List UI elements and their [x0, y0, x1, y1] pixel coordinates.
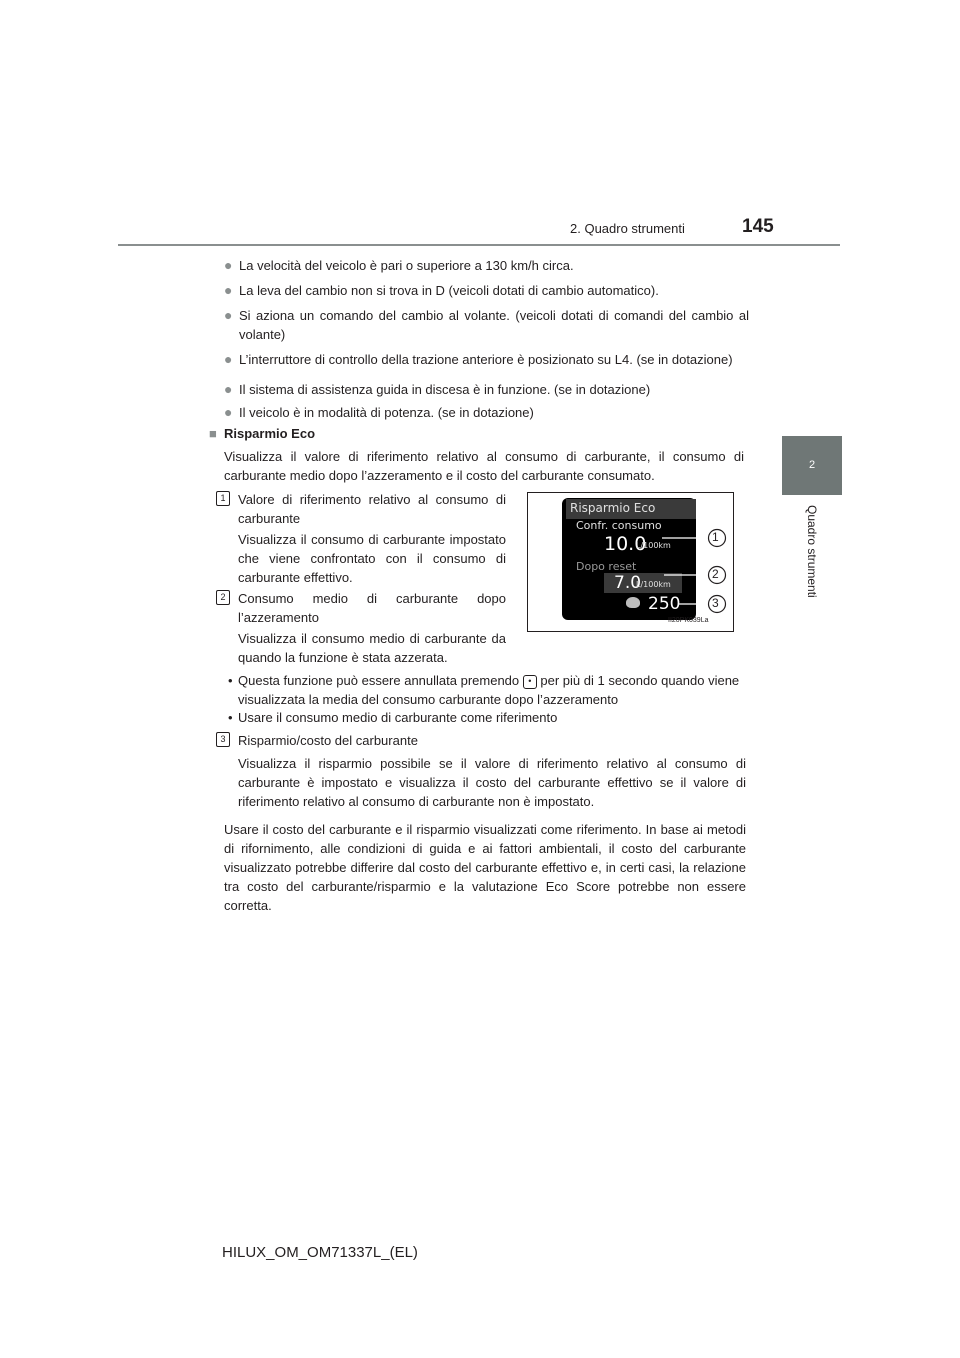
list-item [224, 380, 749, 399]
bullet-icon: ● [224, 404, 233, 420]
bullet-icon: ● [224, 257, 233, 273]
reference-value: 10.0 [604, 533, 647, 555]
bullet-icon: ● [224, 351, 233, 367]
condition-text: L’interruttore di controllo della trazione anteriore è posizionato su L4. (se in dotazione) [239, 352, 733, 367]
chapter-tab-number: 2 [782, 436, 842, 495]
page-number: 145 [742, 216, 774, 237]
header-section-title: 2. Quadro strumenti [570, 221, 685, 236]
item-title: Consumo medio di carburante dopo l’azzeramento [238, 591, 506, 625]
bullet-icon: • [228, 673, 233, 688]
reference-unit: L/100km [636, 541, 671, 550]
condition-text: Il veicolo è in modalità di potenza. (se in dotazione) [239, 405, 534, 420]
bullet-icon: ● [224, 282, 233, 298]
header-divider [118, 244, 840, 246]
chapter-tab-label: Quadro strumenti [805, 505, 819, 598]
callout-label: 3 [712, 596, 719, 610]
callout-number: 2 [216, 590, 230, 605]
reset-unit: L/100km [636, 580, 671, 589]
section-intro: Visualizza il valore di riferimento relativo al consumo di carburante, il consumo di carburante medio dopo l’azzeramento e il costo del carburante consumato. [224, 449, 744, 483]
closing-paragraph: Usare il costo del carburante e il risparmio visualizzati come riferimento. In base ai metodi di rifornimento, alle condizioni di guida e ai fattori ambientali, il costo del carburante visualizzato potrebbe differire dal costo del carburante effettivo e, in certi casi, la relazione tra costo del carburante/risparmio e la valutazione Eco Score potrebbe non essere corretta. [224, 822, 746, 913]
item-description: Visualizza il consumo medio di carburante da quando la funzione è stata azzerata. [238, 631, 506, 665]
cost-value: 250 [648, 594, 681, 614]
condition-text: Si aziona un comando del cambio al volante. (veicoli dotati di comandi del cambio al volante) [239, 308, 749, 342]
callout-number: 3 [216, 732, 230, 747]
bullet-text: per più di 1 secondo quando viene visualizzata la media del consumo carburante dopo l’azzeramento [238, 673, 740, 707]
list-item [238, 671, 746, 709]
list-item [224, 306, 749, 344]
condition-text: La velocità del veicolo è pari o superiore a 130 km/h circa. [239, 258, 574, 273]
list-item [224, 350, 749, 369]
bullet-text: Usare il consumo medio di carburante come riferimento [238, 710, 558, 725]
item-title: Risparmio/costo del carburante [238, 733, 418, 748]
figure-code: II20PK039La [668, 617, 709, 624]
section-title: Risparmio Eco [224, 426, 316, 441]
reset-value: 7.0 [614, 573, 642, 593]
list-item [224, 256, 749, 275]
callout-label: 1 [712, 530, 719, 544]
list-item [224, 403, 749, 422]
item-title: Valore di riferimento relativo al consumo di carburante [238, 492, 506, 526]
eco-display-figure [527, 492, 734, 632]
condition-text: La leva del cambio non si trova in D (veicoli dotati di cambio automatico). [239, 283, 659, 298]
bullet-text: Questa funzione può essere annullata premendo [238, 673, 520, 688]
dot-button-icon: • [523, 675, 537, 689]
callout-lines [528, 493, 733, 631]
document-footer: HILUX_OM_OM71337L_(EL) [222, 1244, 418, 1261]
bullet-icon: • [228, 710, 233, 725]
callout-label: 2 [712, 567, 719, 581]
display-title: Risparmio Eco [570, 501, 656, 515]
section-marker-icon: ■ [209, 426, 217, 441]
callout-number: 1 [216, 491, 230, 506]
list-item [224, 281, 749, 300]
bullet-icon: ● [224, 307, 233, 323]
condition-text: Il sistema di assistenza guida in discesa è in funzione. (se in dotazione) [239, 382, 651, 397]
reset-label: Dopo reset [576, 560, 637, 573]
item-description: Visualizza il risparmio possibile se il valore di riferimento relativo al consumo di carburante è impostato e visualizza il costo del carburante effettivo se il valore di riferimento relativo al consumo di carburante non è impostato. [238, 756, 746, 809]
item-description: Visualizza il consumo di carburante impostato che viene confrontato con il consumo di carburante effettivo. [238, 532, 506, 585]
bullet-icon: ● [224, 381, 233, 397]
reference-label: Confr. consumo [576, 519, 662, 532]
